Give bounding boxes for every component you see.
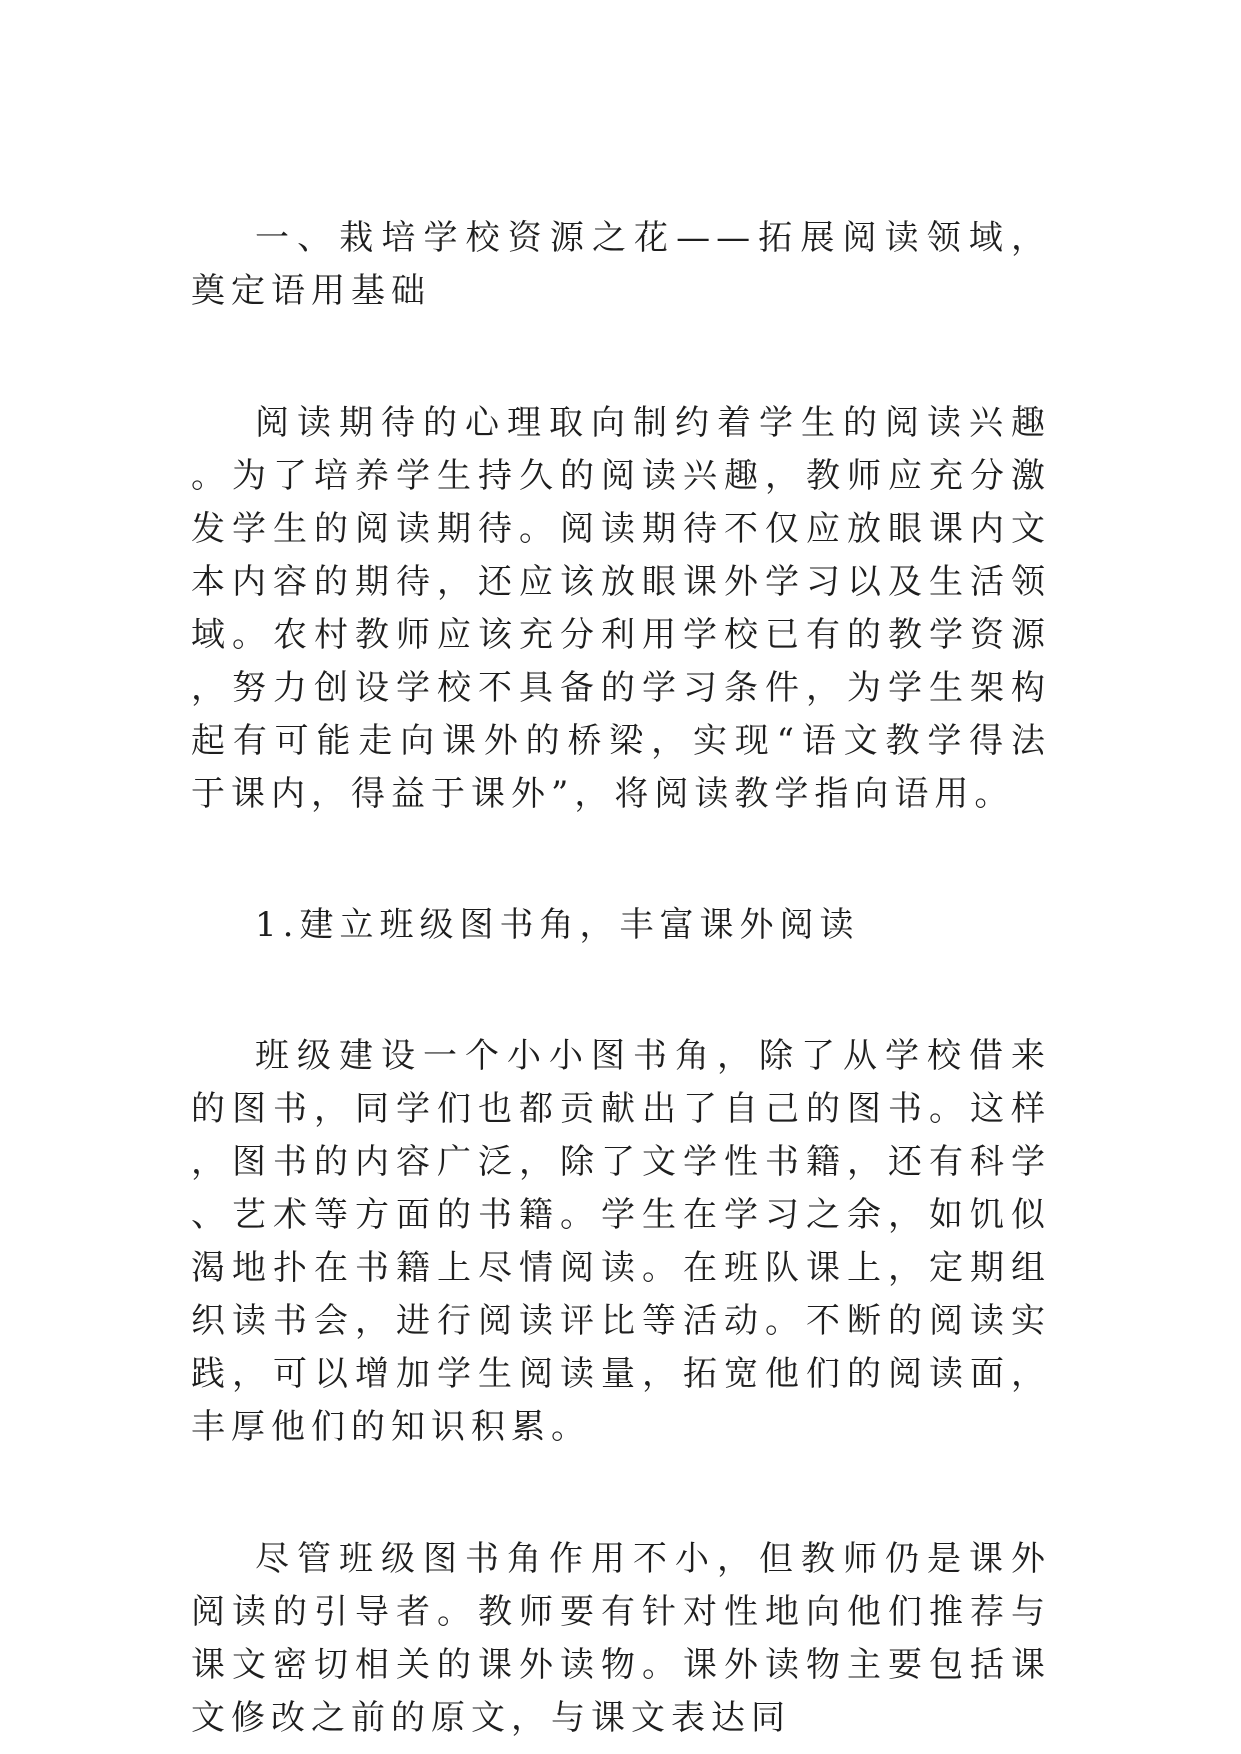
subsection-heading: 1.建立班级图书角，丰富课外阅读	[255, 905, 860, 945]
body-paragraph-1: 阅读期待的心理取向制约着学生的阅读兴趣。为了培养学生持久的阅读兴趣，教师应充分激发学生的阅读期待。阅读期待不仅应放眼课内文本内容的期待，还应该放眼课外学习以及生活领域。农村教师应该充分利用学校已有的教学资源，努力创设学校不具备的学习条件，为学生架构起有可能走向课外的桥梁，实现“语文教学得法于课内，得益于课外”，将阅读教学指向语用。	[191, 403, 1051, 814]
document-body	[191, 212, 1051, 1745]
body-paragraph-3: 尽管班级图书角作用不小，但教师仍是课外阅读的引导者。教师要有针对性地向他们推荐与课文密切相关的课外读物。课外读物主要包括课文修改之前的原文，与课文表达同	[191, 1539, 1051, 1738]
section-heading: 一、栽培学校资源之花——拓展阅读领域，奠定语用基础	[191, 218, 1051, 311]
body-paragraph-2: 班级建设一个小小图书角，除了从学校借来的图书，同学们也都贡献出了自己的图书。这样，图书的内容广泛，除了文学性书籍，还有科学、艺术等方面的书籍。学生在学习之余，如饥似渴地扑在书籍上尽情阅读。在班队课上，定期组织读书会，进行阅读评比等活动。不断的阅读实践，可以增加学生阅读量，拓宽他们的阅读面，丰厚他们的知识积累。	[191, 1036, 1051, 1447]
